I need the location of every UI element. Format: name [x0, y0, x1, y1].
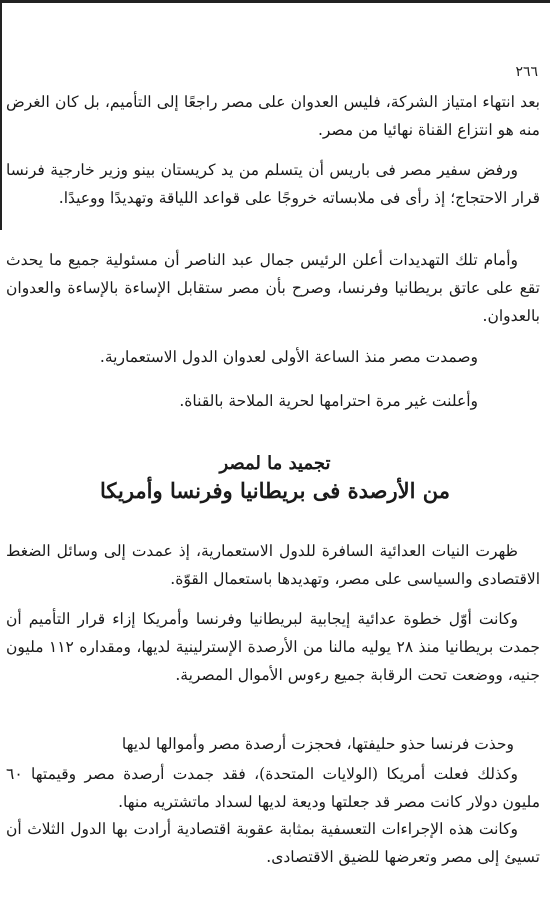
page-number: ٢٦٦ [515, 64, 538, 80]
paragraph-america: وكذلك فعلت أمريكا (الولايات المتحدة)، فقد جمدت أرصدة مصر وقيمتها ٦٠ مليون دولار كانت مصر قد جعلتها وديعة لديها لسداد ماتشتريه منها. [6, 765, 540, 811]
paragraph-continuation: بعد انتهاء امتياز الشركة، فليس العدوان على مصر راجعًا إلى التأميم، بل كان الغرض منه هو انتزاع القناة نهائيا من مصر. [6, 93, 540, 139]
section-heading-line1: تجميد ما لمصر [219, 453, 331, 474]
paragraph-intentions: ظهرت النيات العدائية السافرة للدول الاستعمارية، إذ عمدت إلى وسائل الضغط الاقتصادى والسياسى على مصر، وتهديدها باستعمال القوّة. [6, 542, 540, 588]
paragraph-ambassador: ورفض سفير مصر فى باريس أن يتسلم من يد كريستان بينو وزير خارجية فرنسا قرار الاحتجاج؛ إذ رأى فى ملابساته خروجًا على قواعد اللياقة وتهديدًا ووعيدًا. [6, 161, 540, 207]
paragraph-measures: وكانت هذه الإجراءات التعسفية بمثابة عقوبة اقتصادية أرادت بها الدول الثلاث أن تسيئ إلى مصر وتعرضها للضيق الاقتصادى. [6, 820, 540, 866]
paragraph-navigation: وأعلنت غير مرة احترامها لحرية الملاحة بالقناة. [179, 392, 478, 410]
paragraph-france: وحذت فرنسا حذو حليفتها، فحجزت أرصدة مصر وأموالها لديها [121, 735, 514, 753]
paragraph-first-step: وكانت أوّل خطوة عدائية إيجابية لبريطانيا وفرنسا وأمريكا إزاء قرار التأميم أن جمدت بريطانيا منذ ٢٨ يوليه مالنا من الأرصدة الإسترلينية لديها، ومقداره ١١٢ مليون جنيه، ووضعت تحت الرقابة جميع رءوس الأموال المصرية. [6, 610, 540, 684]
paragraph-steadfast: وصمدت مصر منذ الساعة الأولى لعدوان الدول الاستعمارية. [99, 348, 478, 366]
left-border-line [0, 0, 2, 230]
paragraph-nasser: وأمام تلك التهديدات أعلن الرئيس جمال عبد الناصر أن مسئولية جميع ما يحدث تقع على عاتق بريطانيا وفرنسا، وصرح بأن مصر ستقابل الإساءة بالإساءة والعدوان بالعدوان. [6, 251, 540, 325]
top-border-line [0, 0, 550, 3]
section-heading-line2: من الأرصدة فى بريطانيا وفرنسا وأمريكا [99, 478, 451, 503]
